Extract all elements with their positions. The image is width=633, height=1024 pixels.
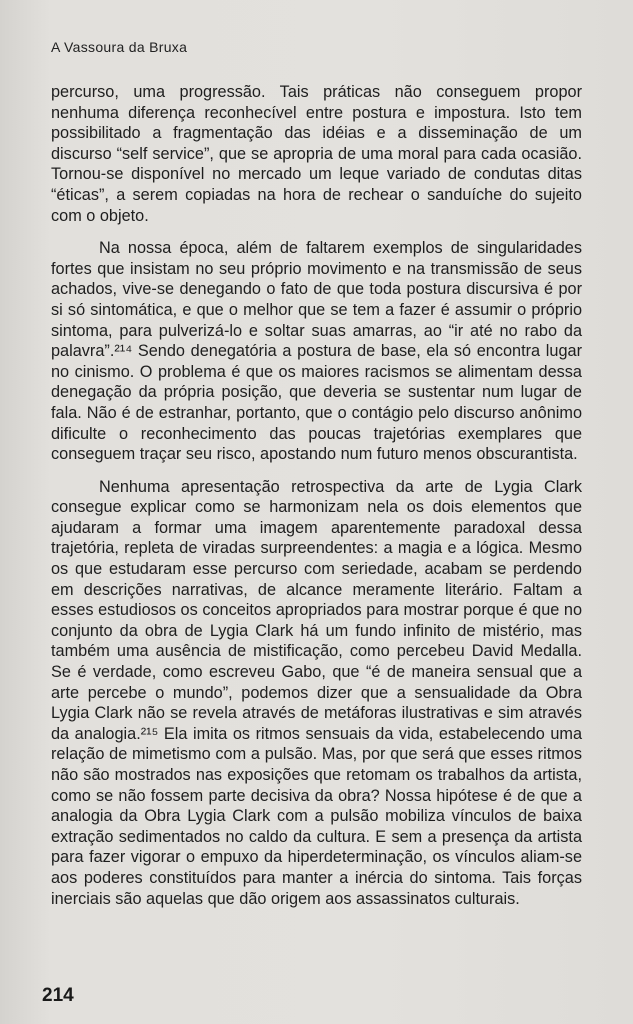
- paragraph: Na nossa época, além de faltarem exemplos de singularidades fortes que insistam no seu próprio movimento e na transmissão de seus achados, vive-se denegando o fato de que toda postura discursiva é por si só sintomática, e que o melhor que se tem a fazer é assumir o próprio sintoma, para pulverizá-lo e soltar suas amarras, ao “ir até no rabo da palavra”.²¹⁴ Sendo denegatória a postura de base, ela só encontra lugar no cinismo. O problema é que os maiores racismos se alimentam dessa denegação da própria posição, que deveria se sustentar num lugar de fala. Não é de estranhar, portanto, que o contágio pelo discurso anônimo dificulte o reconhecimento das poucas trajetórias exemplares que conseguem traçar seu risco, apostando num futuro menos obscurantista.: [51, 239, 582, 464]
- body-text: [51, 82, 582, 921]
- paragraph: Nenhuma apresentação retrospectiva da arte de Lygia Clark consegue explicar como se harmonizam nela os dois elementos que ajudaram a formar uma imagem aparentemente paradoxal dessa trajetória, repleta de viradas surpreendentes: a magia e a lógica. Mesmo os que estudaram esse percurso com seriedade, acabam se perdendo em descrições narrativas, de alcance meramente literário. Faltam a esses estudiosos os conceitos apropriados para mostrar porque é que no conjunto da obra de Lygia Clark há um fundo infinito de mistério, mas também uma ausência de mistificação, como percebeu David Medalla. Se é verdade, como escreveu Gabo, que “é de maneira sensual que a arte percebe o mundo”, podemos dizer que a sensualidade da Obra Lygia Clark não se revela através de metáforas ilustrativas e sim através da analogia.²¹⁵ Ela imita os ritmos sensuais da vida, estabelecendo uma relação de mimetismo com a pulsão. Mas, por que será que esses ritmos não são mostrados nas exposições que retomam os trabalhos da artista, como se não fossem parte decisiva da obra? Nossa hipótese é de que a analogia da Obra Lygia Clark com a pulsão mobiliza vínculos de baixa extração sedimentados no caldo da cultura. E sem a presença da artista para fazer vigorar o empuxo da hiperdeterminação, os vínculos aliam-se aos poderes constituídos para manter a inércia do sintoma. Tais forças inerciais são aquelas que dão origem aos assassinatos culturais.: [51, 477, 582, 908]
- page-number: 214: [42, 985, 74, 1006]
- paragraph-continuation: percurso, uma progressão. Tais práticas não conseguem propor nenhuma diferença reconhecível entre postura e impostura. Isto tem possibilitado a fragmentação das idéias e a disseminação de um discurso “self service”, que se apropria de uma moral para cada ocasião. Tornou-se disponível no mercado um leque variado de condutas ditas “éticas”, a serem copiadas na hora de rechear o sanduíche do sujeito com o objeto.: [51, 83, 582, 225]
- running-header: A Vassoura da Bruxa: [51, 39, 188, 55]
